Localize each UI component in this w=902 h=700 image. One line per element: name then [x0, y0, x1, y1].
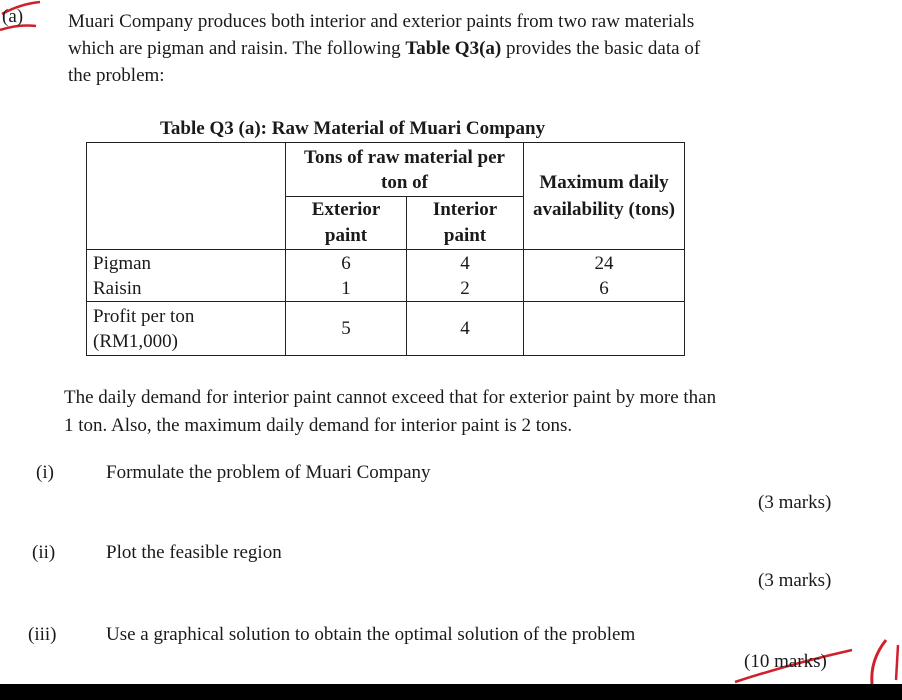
- demand-line-1: The daily demand for interior paint cannot exceed that for exterior paint by more than: [64, 387, 717, 408]
- max-values-cell: [524, 250, 685, 302]
- pigman-max: 24: [594, 252, 614, 274]
- profit-label: Profit per ton (RM1,000): [87, 302, 286, 356]
- intro-paragraph: [68, 8, 868, 89]
- part-ii-marks: (3 marks): [758, 570, 832, 591]
- demand-line-2: 1 ton. Also, the maximum daily demand for interior paint is 2 tons.: [64, 415, 573, 436]
- intro-line-1: Muari Company produces both interior and exterior paints from two raw materials: [68, 11, 695, 32]
- profit-interior: 4: [407, 302, 524, 356]
- raisin-interior: 2: [460, 277, 470, 299]
- row-label-pigman: Pigman: [93, 252, 152, 274]
- part-i-marks: (3 marks): [758, 492, 832, 513]
- table-row: [87, 302, 685, 356]
- table-reference: Table Q3(a): [405, 38, 502, 59]
- interior-values-cell: [407, 250, 524, 302]
- raisin-max: 6: [599, 277, 609, 299]
- exterior-values-cell: [286, 250, 407, 302]
- bottom-black-bar: [0, 684, 902, 700]
- demand-paragraph: [64, 384, 864, 440]
- table-corner-cell: [87, 143, 286, 250]
- part-i-text: Formulate the problem of Muari Company: [106, 462, 431, 483]
- header-max-availability: Maximum daily availability (tons): [524, 143, 685, 250]
- intro-line-2: [68, 35, 868, 62]
- profit-exterior: 5: [286, 302, 407, 356]
- part-ii-number: (ii): [32, 542, 56, 563]
- row-labels-cell: [87, 250, 286, 302]
- pigman-interior: 4: [460, 252, 470, 274]
- table-title: Table Q3 (a): Raw Material of Muari Company: [160, 118, 546, 139]
- part-ii-text: Plot the feasible region: [106, 542, 282, 563]
- table-row: [87, 250, 685, 302]
- header-interior: Interior paint: [407, 197, 524, 250]
- part-i-number: (i): [36, 462, 54, 483]
- part-iii-text: Use a graphical solution to obtain the optimal solution of the problem: [106, 624, 636, 645]
- profit-max: [524, 302, 685, 356]
- question-label: (a): [2, 6, 24, 27]
- header-exterior: Exterior paint: [286, 197, 407, 250]
- part-iii-marks: (10 marks): [744, 651, 827, 672]
- intro-line-3: the problem:: [68, 65, 165, 86]
- header-group: Tons of raw material per ton of: [286, 143, 524, 197]
- intro-line-2-post: provides the basic data of: [501, 38, 701, 59]
- row-label-raisin: Raisin: [93, 277, 142, 299]
- pigman-exterior: 6: [341, 252, 351, 274]
- raw-material-table: [86, 142, 685, 356]
- part-iii-number: (iii): [28, 624, 57, 645]
- intro-line-2-pre: which are pigman and raisin. The following: [68, 38, 406, 59]
- raisin-exterior: 1: [341, 277, 351, 299]
